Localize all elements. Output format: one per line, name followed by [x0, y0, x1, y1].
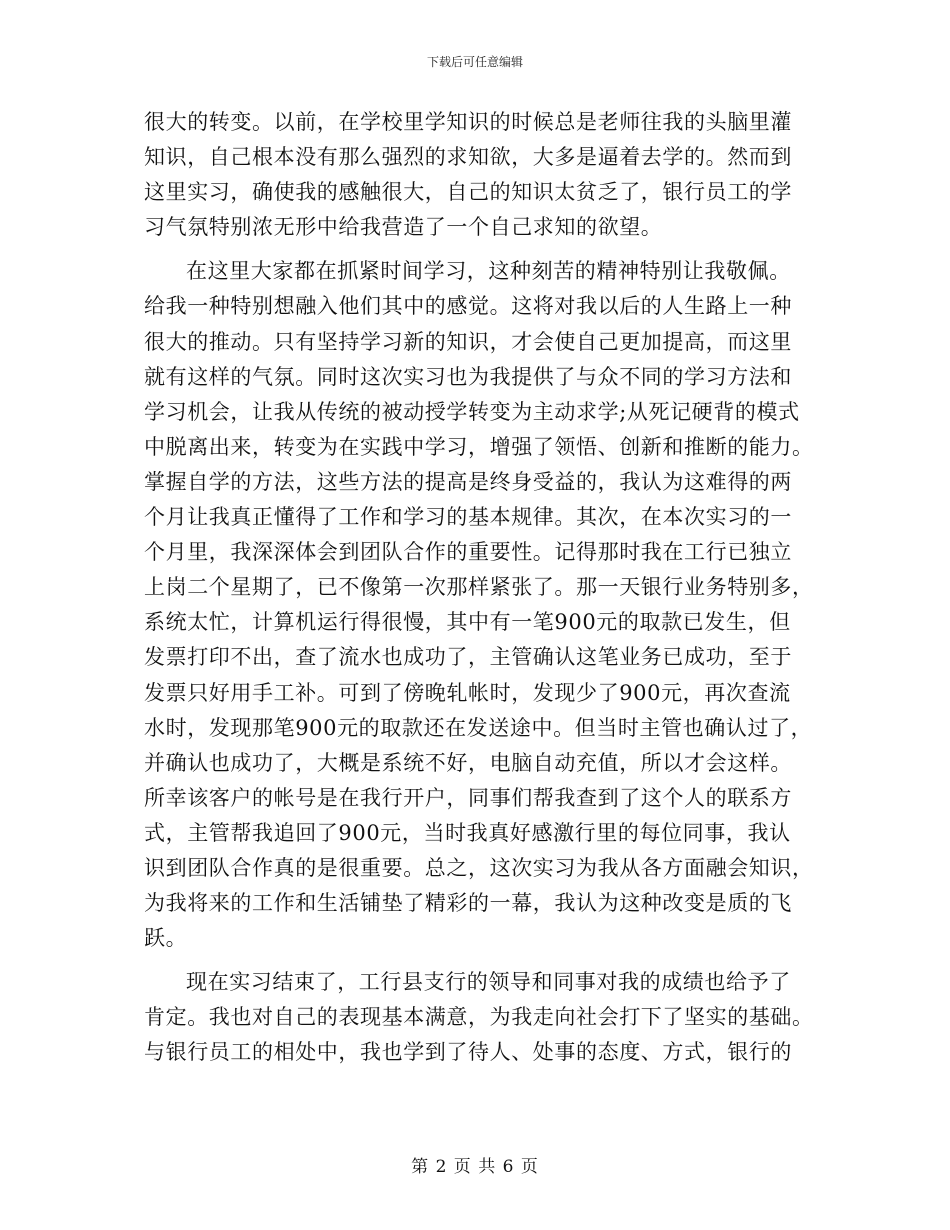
text-line: 就有这样的气氛。同时这次实习也为我提供了与众不同的学习方法和 [144, 364, 792, 389]
text-line: 式，主管帮我追回了900元，当时我真好感激行里的每位同事，我认 [144, 820, 791, 845]
text-line: 跃。 [144, 926, 188, 951]
text-line: 发票只好用手工补。可到了傍晚轧帐时，发现少了900元，再次查流 [144, 680, 791, 705]
text-line: 所幸该客户的帐号是在我行开户，同事们帮我查到了这个人的联系方 [144, 785, 792, 810]
text-line: 系统太忙，计算机运行得很慢，其中有一笔900元的取款已发生，但 [144, 610, 791, 635]
paragraph [144, 105, 806, 245]
text-line: 个月让我真正懂得了工作和学习的基本规律。其次，在本次实习的一 [144, 505, 792, 530]
text-line: 学习机会，让我从传统的被动授学转变为主动求学;从死记硬背的模式 [144, 399, 800, 424]
text-line: 发票打印不出，查了流水也成功了，主管确认这笔业务已成功，至于 [144, 645, 792, 670]
text-line: 很大的推动。只有坚持学习新的知识，才会使自己更加提高，而这里 [144, 329, 792, 354]
text-line: 给我一种特别想融入他们其中的感觉。这将对我以后的人生路上一种 [144, 294, 792, 319]
paragraph [144, 965, 814, 1070]
text-line: 这里实习，确使我的感触很大，自己的知识太贫乏了，银行员工的学 [144, 180, 792, 205]
text-line: 水时，发现那笔900元的取款还在发送途中。但当时主管也确认过了， [144, 715, 813, 740]
text-line: 中脱离出来，转变为在实践中学习，增强了领悟、创新和推断的能力。 [144, 434, 814, 459]
paragraph [144, 254, 814, 956]
text-line: 上岗二个星期了，已不像第一次那样紧张了。那一天银行业务特别多， [144, 575, 814, 600]
text-line: 为我将来的工作和生活铺垫了精彩的一幕，我认为这种改变是质的飞 [144, 891, 792, 916]
text-line: 掌握自学的方法，这些方法的提高是终身受益的，我认为这难得的两 [144, 469, 792, 494]
text-line: 肯定。我也对自己的表现基本满意，为我走向社会打下了坚实的基础。 [144, 1005, 814, 1030]
text-line: 很大的转变。以前，在学校里学知识的时候总是老师往我的头脑里灌 [144, 110, 792, 134]
page-header: 下载后可任意编辑 [426, 55, 523, 69]
text-line: 知识，自己根本没有那么强烈的求知欲，大多是逼着去学的。然而到 [144, 145, 792, 170]
text-line: 个月里，我深深体会到团队合作的重要性。记得那时我在工行已独立 [144, 540, 792, 565]
document-body [144, 105, 814, 1071]
text-line: 并确认也成功了，大概是系统不好，电脑自动充值，所以才会这样。 [144, 750, 792, 775]
text-line: 与银行员工的相处中，我也学到了待人、处事的态度、方式，银行的 [144, 1040, 792, 1065]
text-line: 识到团队合作真的是很重要。总之，这次实习为我从各方面融会知识， [144, 855, 814, 880]
text-line: 在这里大家都在抓紧时间学习，这种刻苦的精神特别让我敬佩。 [186, 259, 791, 284]
text-line: 现在实习结束了，工行县支行的领导和同事对我的成绩也给予了 [186, 970, 791, 995]
text-line: 习气氛特别浓无形中给我营造了一个自己求知的欲望。 [144, 215, 663, 240]
page-number-footer: 第 2 页 共 6 页 [411, 1157, 539, 1177]
